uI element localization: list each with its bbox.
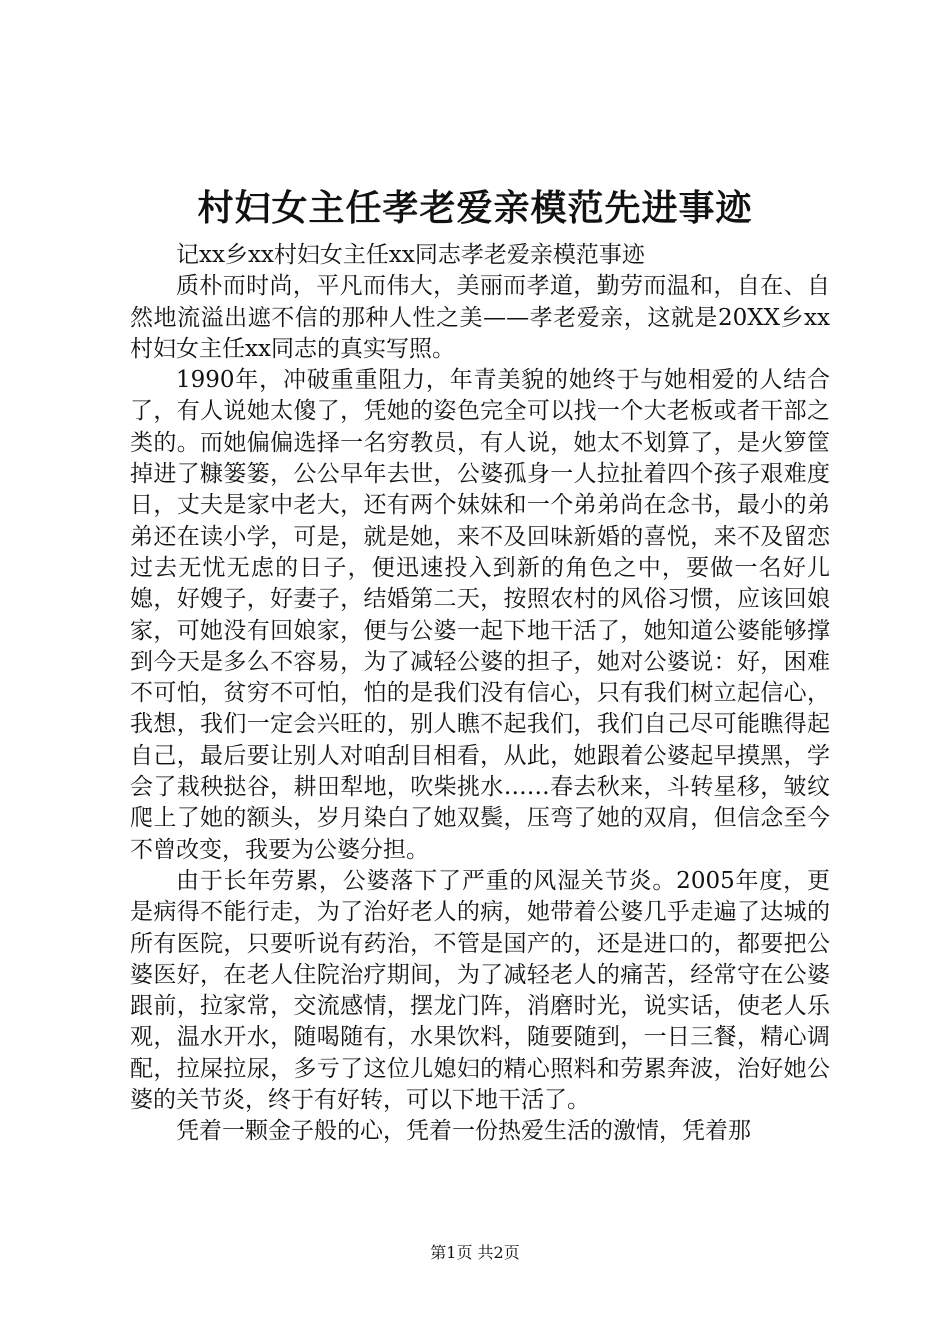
body-paragraph: 1990年，冲破重重阻力，年青美貌的她终于与她相爱的人结合了，有人说她太傻了，凭她的姿色完全可以找一个大老板或者干部之类的。而她偏偏选择一名穷教员，有人说，她太不划算了，是火箩筐掉进了糠篓篓，公公早年去世，公婆孤身一人拉扯着四个孩子艰难度日，丈夫是家中老大，还有两个妹妹和一个弟弟尚在念书，最小的弟弟还在读小学，可是，就是她，来不及回味新婚的喜悦，来不及留恋过去无忧无虑的日子，便迅速投入到新的角色之中，要做一名好儿媳，好嫂子，好妻子，结婚第二天，按照农村的风俗习惯，应该回娘家，可她没有回娘家，便与公婆一起下地干活了，她知道公婆能够撑到今天是多么不容易，为了减轻公婆的担子，她对公婆说：好，困难不可怕，贫穷不可怕，怕的是我们没有信心，只有我们树立起信心，我想，我们一定会兴旺的，别人瞧不起我们，我们自己尽可能瞧得起自己，最后要让别人对咱刮目相看，从此，她跟着公婆起早摸黑，学会了栽秧挞谷，耕田犁地，吹柴挑水……春去秋来，斗转星移，皱纹爬上了她的额头，岁月染白了她双鬓，压弯了她的双肩，但信念至今不曾改变，我要为公婆分担。 (130, 367, 830, 863)
subtitle-paragraph: 记xx乡xx村妇女主任xx同志孝老爱亲模范事迹 (176, 242, 645, 268)
document-title: 村妇女主任孝老爱亲模范先进事迹 (197, 187, 753, 229)
document-body (130, 240, 830, 1148)
page-number-footer: 第1页 共2页 (430, 1243, 520, 1262)
body-paragraph: 凭着一颗金子般的心，凭着一份热爱生活的激情，凭着那 (176, 1118, 751, 1145)
body-paragraph: 质朴而时尚，平凡而伟大，美丽而孝道，勤劳而温和，自在、自然地流溢出遮不信的那种人性之美——孝老爱亲，这就是20XX乡xx村妇女主任xx同志的真实写照。 (130, 273, 830, 362)
body-paragraph: 由于长年劳累，公婆落下了严重的风湿关节炎。2005年度，更是病得不能行走，为了治好老人的病，她带着公婆几乎走遍了达城的所有医院，只要听说有药治，不管是国产的，还是进口的，都要把公婆医好，在老人住院治疗期间，为了减轻老人的痛苦，经常守在公婆跟前，拉家常，交流感情，摆龙门阵，消磨时光，说实话，使老人乐观，温水开水，随喝随有，水果饮料，随要随到，一日三餐，精心调配，拉屎拉尿，多亏了这位儿媳妇的精心照料和劳累奔波，治好她公婆的关节炎，终于有好转，可以下地干活了。 (130, 867, 830, 1114)
